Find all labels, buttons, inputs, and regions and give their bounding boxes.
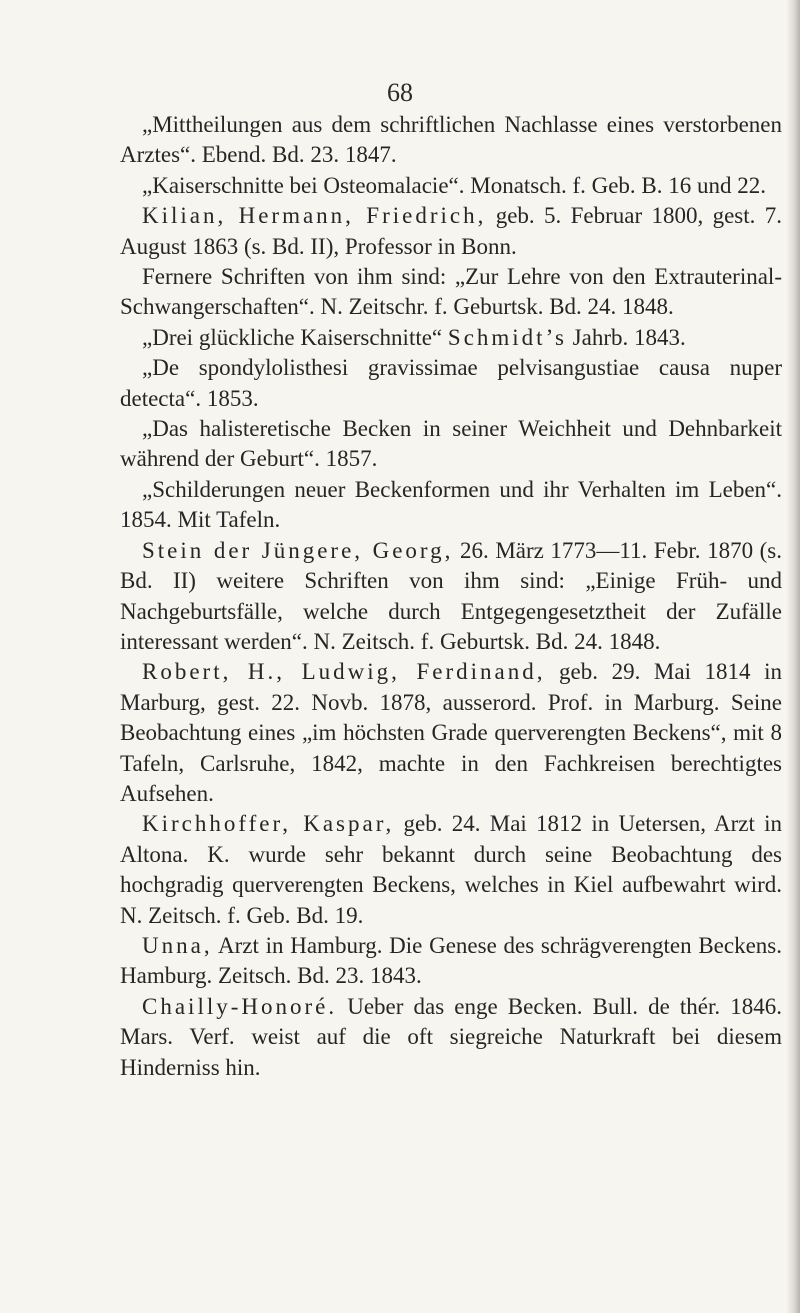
page-edge-shadow (786, 0, 800, 1313)
person-name: Stein der Jüngere, Georg, (142, 537, 454, 563)
person-name: Robert, H., Ludwig, Ferdinand, (142, 659, 546, 685)
page-number: 68 (387, 78, 413, 107)
paragraph: Fernere Schriften von ihm sind: „Zur Lehre von den Extrauterinal-Schwangerschaften“. N. Zeitschr. f. Geburtsk. Bd. 24. 1848. (120, 264, 782, 320)
paragraph: „Mittheilungen aus dem schriftlichen Nachlasse eines verstorbenen Arztes“. Ebend. Bd. 23. 1847. (120, 112, 782, 168)
person-name: Chailly-Honoré. (142, 993, 338, 1019)
paragraph: Kilian, Hermann, Friedrich, geb. 5. Februar 1800, gest. 7. August 1863 (s. Bd. II), Professor in Bonn. (120, 203, 782, 259)
paragraph: Robert, H., Ludwig, Ferdinand, geb. 29. Mai 1814 in Marburg, gest. 22. Novb. 1878, ausserord. Prof. in Marburg. Seine Beobachtung eines „im höchsten Grade querverengten Beckens“, mit 8 Tafeln, Carlsruhe, 1842, machte in den Fachkreisen berechtigtes Aufsehen. (120, 659, 782, 806)
paragraph: Stein der Jüngere, Georg, 26. März 1773—11. Febr. 1870 (s. Bd. II) weitere Schriften von ihm sind: „Einige Früh- und Nachgeburtsfälle, welche durch Entgegengesetztheit der Zufälle interessant werden“. N. Zeitsch. f. Geburtsk. Bd. 24. 1848. (120, 537, 782, 654)
paragraph: „Das halisteretische Becken in seiner Weichheit und Dehnbarkeit während der Geburt“. 1857. (120, 416, 782, 472)
paragraph: „Kaiserschnitte bei Osteomalacie“. Monatsch. f. Geb. B. 16 und 22. (142, 172, 767, 198)
paragraph: Unna, Arzt in Hamburg. Die Genese des schrägverengten Beckens. Hamburg. Zeitsch. Bd. 23. 1843. (120, 932, 782, 989)
person-name: Schmidt’s (447, 324, 567, 350)
person-name: Unna, (142, 932, 213, 958)
paragraph: „Drei glückliche Kaiserschnitte“ Schmidt’s Jahrb. 1843. (142, 324, 686, 350)
paragraph: „De spondylolisthesi gravissimae pelvisangustiae causa nuper detecta“. 1853. (120, 355, 782, 411)
person-name: Kirchhoffer, Kaspar, (142, 811, 395, 837)
paragraph: „Schilderungen neuer Beckenformen und ihr Verhalten im Leben“. 1854. Mit Tafeln. (120, 476, 782, 533)
paragraph: Kirchhoffer, Kaspar, geb. 24. Mai 1812 in Uetersen, Arzt in Altona. K. wurde sehr bekannt durch seine Beobachtung des hochgradig querverengten Beckens, welches in Kiel aufbewahrt wird. N. Zeitsch. f. Geb. Bd. 19. (120, 811, 783, 928)
body-text (120, 110, 782, 1083)
person-name: Kilian, Hermann, Friedrich, (142, 203, 487, 229)
paragraph: Chailly-Honoré. Ueber das enge Becken. Bull. de thér. 1846. Mars. Verf. weist auf die oft siegreiche Naturkraft bei diesem Hinderniss hin. (120, 993, 782, 1080)
